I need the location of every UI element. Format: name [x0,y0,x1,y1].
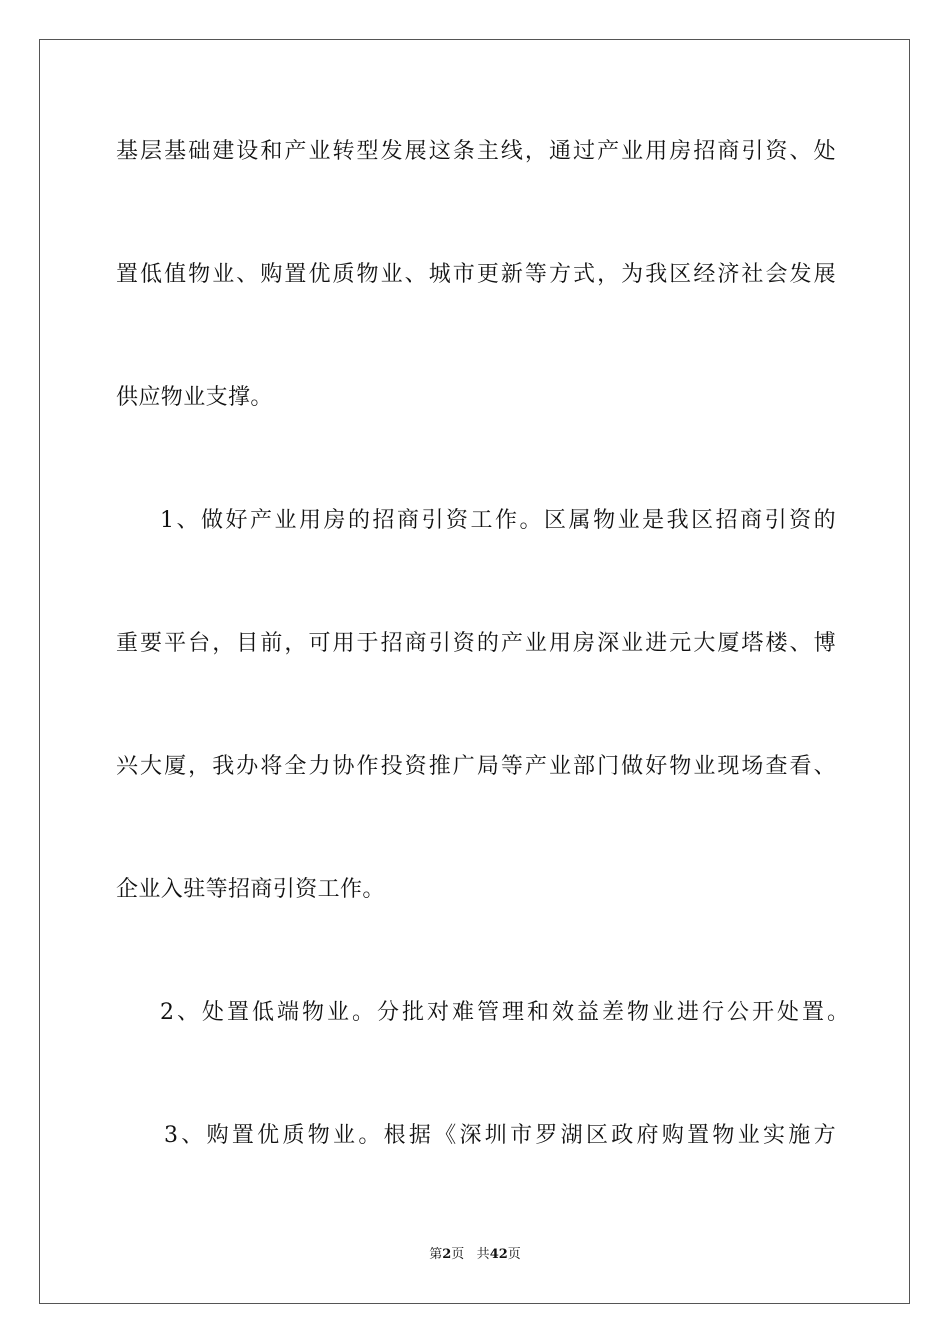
paragraph-3-line-1: 3、购置优质物业。根据《深圳市罗湖区政府购置物业实施方 [164,1123,836,1148]
paragraph-1-line-4: 企业入驻等招商引资工作。 [116,877,385,902]
paragraph-1-line-1: 1、做好产业用房的招商引资工作。区属物业是我区招商引资的 [160,508,836,533]
body-line-1: 基层基础建设和产业转型发展这条主线，通过产业用房招商引资、处 [116,139,836,164]
page-suffix: 页 [451,1247,465,1262]
paragraph-1-line-3: 兴大厦，我办将全力协作投资推广局等产业部门做好物业现场查看、 [116,754,836,779]
total-pages: 42 [489,1247,508,1262]
body-line-3: 供应物业支撑。 [116,385,273,410]
paragraph-2-line-1: 2、处置低端物业。分批对难管理和效益差物业进行公开处置。 [160,1000,852,1025]
page-border [39,39,910,1304]
page-prefix: 第 [429,1247,443,1262]
page-number: 2 [442,1247,452,1262]
body-line-2: 置低值物业、购置优质物业、城市更新等方式，为我区经济社会发展 [116,262,836,287]
total-prefix: 共 [476,1247,490,1262]
paragraph-1-line-2: 重要平台，目前，可用于招商引资的产业用房深业进元大厦塔楼、博 [116,631,836,656]
total-suffix: 页 [507,1247,521,1262]
page-footer [0,1246,950,1264]
